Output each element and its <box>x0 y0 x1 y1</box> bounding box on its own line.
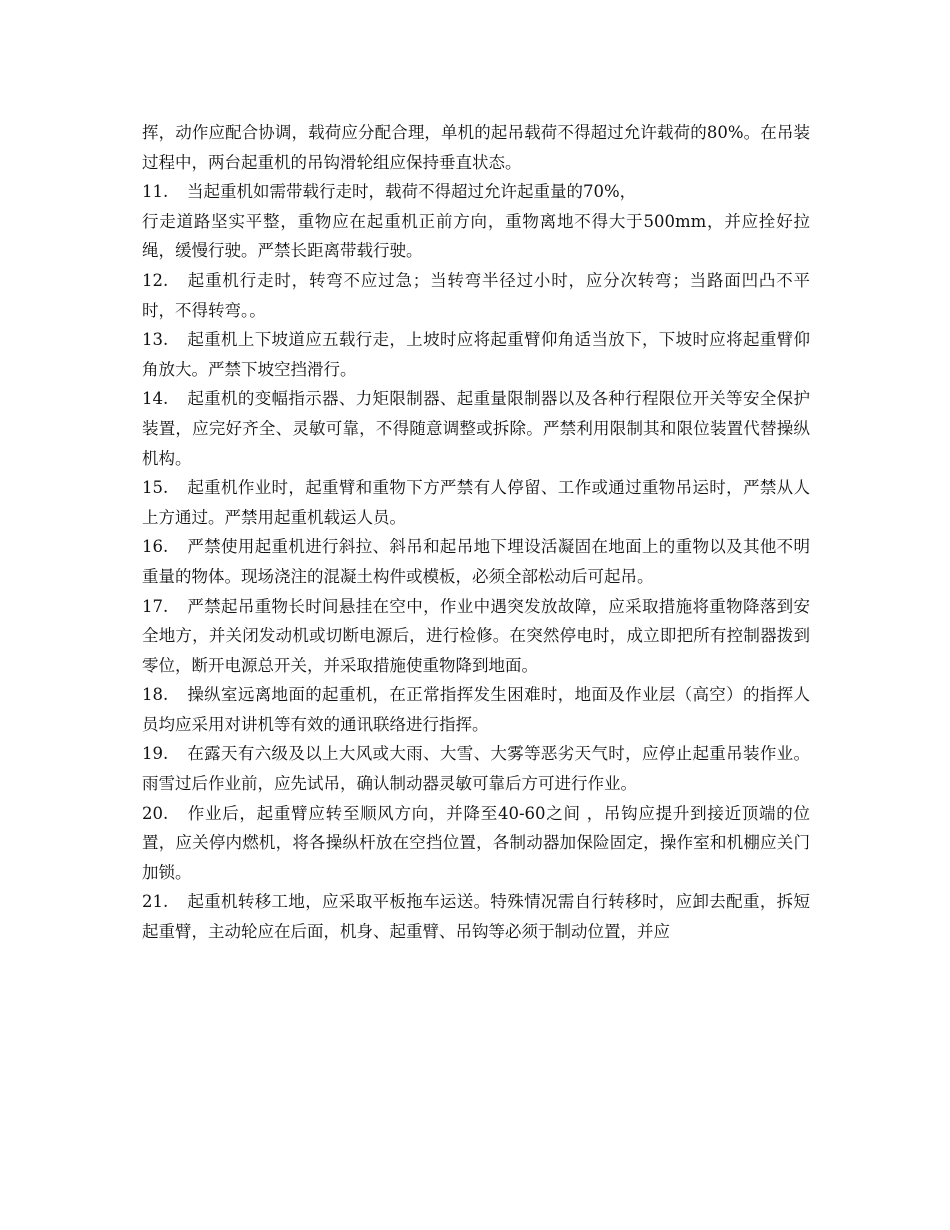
item-number: 19. <box>142 744 169 764</box>
paragraph-item-20 <box>142 799 810 888</box>
item-number: 13. <box>142 330 169 350</box>
item-number: 15. <box>142 478 169 498</box>
paragraph-text: 行走道路坚实平整，重物应在起重机正前方向，重物离地不得大于500mm，并应拴好拉绳，缓慢行驶。严禁长距离带载行驶。 <box>142 211 810 261</box>
paragraph-text: 起重机行走时，转弯不应过急；当转弯半径过小时，应分次转弯；当路面凹凸不平时，不得转弯。。 <box>142 270 810 320</box>
item-number: 21. <box>142 892 169 912</box>
paragraph-text: 在露天有六级及以上大风或大雨、大雪、大雾等恶劣天气时，应停止起重吊装作业。雨雪过后作业前，应先试吊，确认制动器灵敏可靠后方可进行作业。 <box>142 744 810 794</box>
paragraph-item-12 <box>142 266 810 325</box>
item-number: 14. <box>142 389 169 409</box>
item-number: 18. <box>142 685 169 705</box>
paragraph-continuation <box>142 118 810 177</box>
paragraph-text: 当起重机如需带载行走时，载荷不得超过允许起重量的70%， <box>187 182 637 202</box>
item-number: 20. <box>142 803 169 823</box>
paragraph-item-17 <box>142 592 810 681</box>
paragraph-item-21 <box>142 887 810 946</box>
item-number: 12. <box>142 270 169 290</box>
paragraph-item-14 <box>142 384 810 473</box>
paragraph-text: 作业后，起重臂应转至顺风方向，并降至40-60之间 ，吊钩应提升到接近顶端的位置，应关停内燃机，将各操纵杆放在空挡位置，各制动器加保险固定，操作室和机棚应关门加锁。 <box>142 803 810 882</box>
paragraph-item-16 <box>142 532 810 591</box>
paragraph-text: 起重机的变幅指示器、力矩限制器、起重量限制器以及各种行程限位开关等安全保护装置，应完好齐全、灵敏可靠，不得随意调整或拆除。严禁利用限制其和限位装置代替操纵机构。 <box>142 389 810 468</box>
paragraph-item-11-continued <box>142 207 810 266</box>
item-number: 17. <box>142 596 169 616</box>
paragraph-item-18 <box>142 680 810 739</box>
document-body <box>142 118 810 947</box>
paragraph-text: 严禁使用起重机进行斜拉、斜吊和起吊地下埋设活凝固在地面上的重物以及其他不明重量的物体。现场浇注的混凝土构件或模板，必须全部松动后可起吊。 <box>142 537 810 586</box>
paragraph-item-15 <box>142 473 810 532</box>
paragraph-item-11 <box>142 177 810 207</box>
paragraph-text: 起重机上下坡道应五载行走，上坡时应将起重臂仰角适当放下，下坡时应将起重臂仰角放大。严禁下坡空挡滑行。 <box>142 330 810 379</box>
item-number: 16. <box>142 537 169 557</box>
paragraph-item-19 <box>142 739 810 798</box>
item-number: 11. <box>142 182 169 202</box>
paragraph-text: 起重机转移工地，应采取平板拖车运送。特殊情况需自行转移时，应卸去配重，拆短起重臂，主动轮应在后面，机身、起重臂、吊钩等必须于制动位置，并应 <box>142 892 810 942</box>
paragraph-item-13 <box>142 325 810 384</box>
paragraph-text: 起重机作业时，起重臂和重物下方严禁有人停留、工作或通过重物吊运时，严禁从人上方通过。严禁用起重机载运人员。 <box>142 478 810 527</box>
paragraph-text: 严禁起吊重物长时间悬挂在空中，作业中遇突发放故障，应采取措施将重物降落到安全地方，并关闭发动机或切断电源后，进行检修。在突然停电时，成立即把所有控制器拨到零位，断开电源总开关，并采取措施使重物降到地面。 <box>142 596 810 675</box>
paragraph-text: 操纵室远离地面的起重机，在正常指挥发生困难时，地面及作业层（高空）的指挥人员均应采用对讲机等有效的通讯联络进行指挥。 <box>142 685 810 734</box>
paragraph-text: 挥，动作应配合协调，载荷应分配合理，单机的起吊载荷不得超过允许载荷的80%。在吊装过程中，两台起重机的吊钩滑轮组应保持垂直状态。 <box>142 123 810 172</box>
